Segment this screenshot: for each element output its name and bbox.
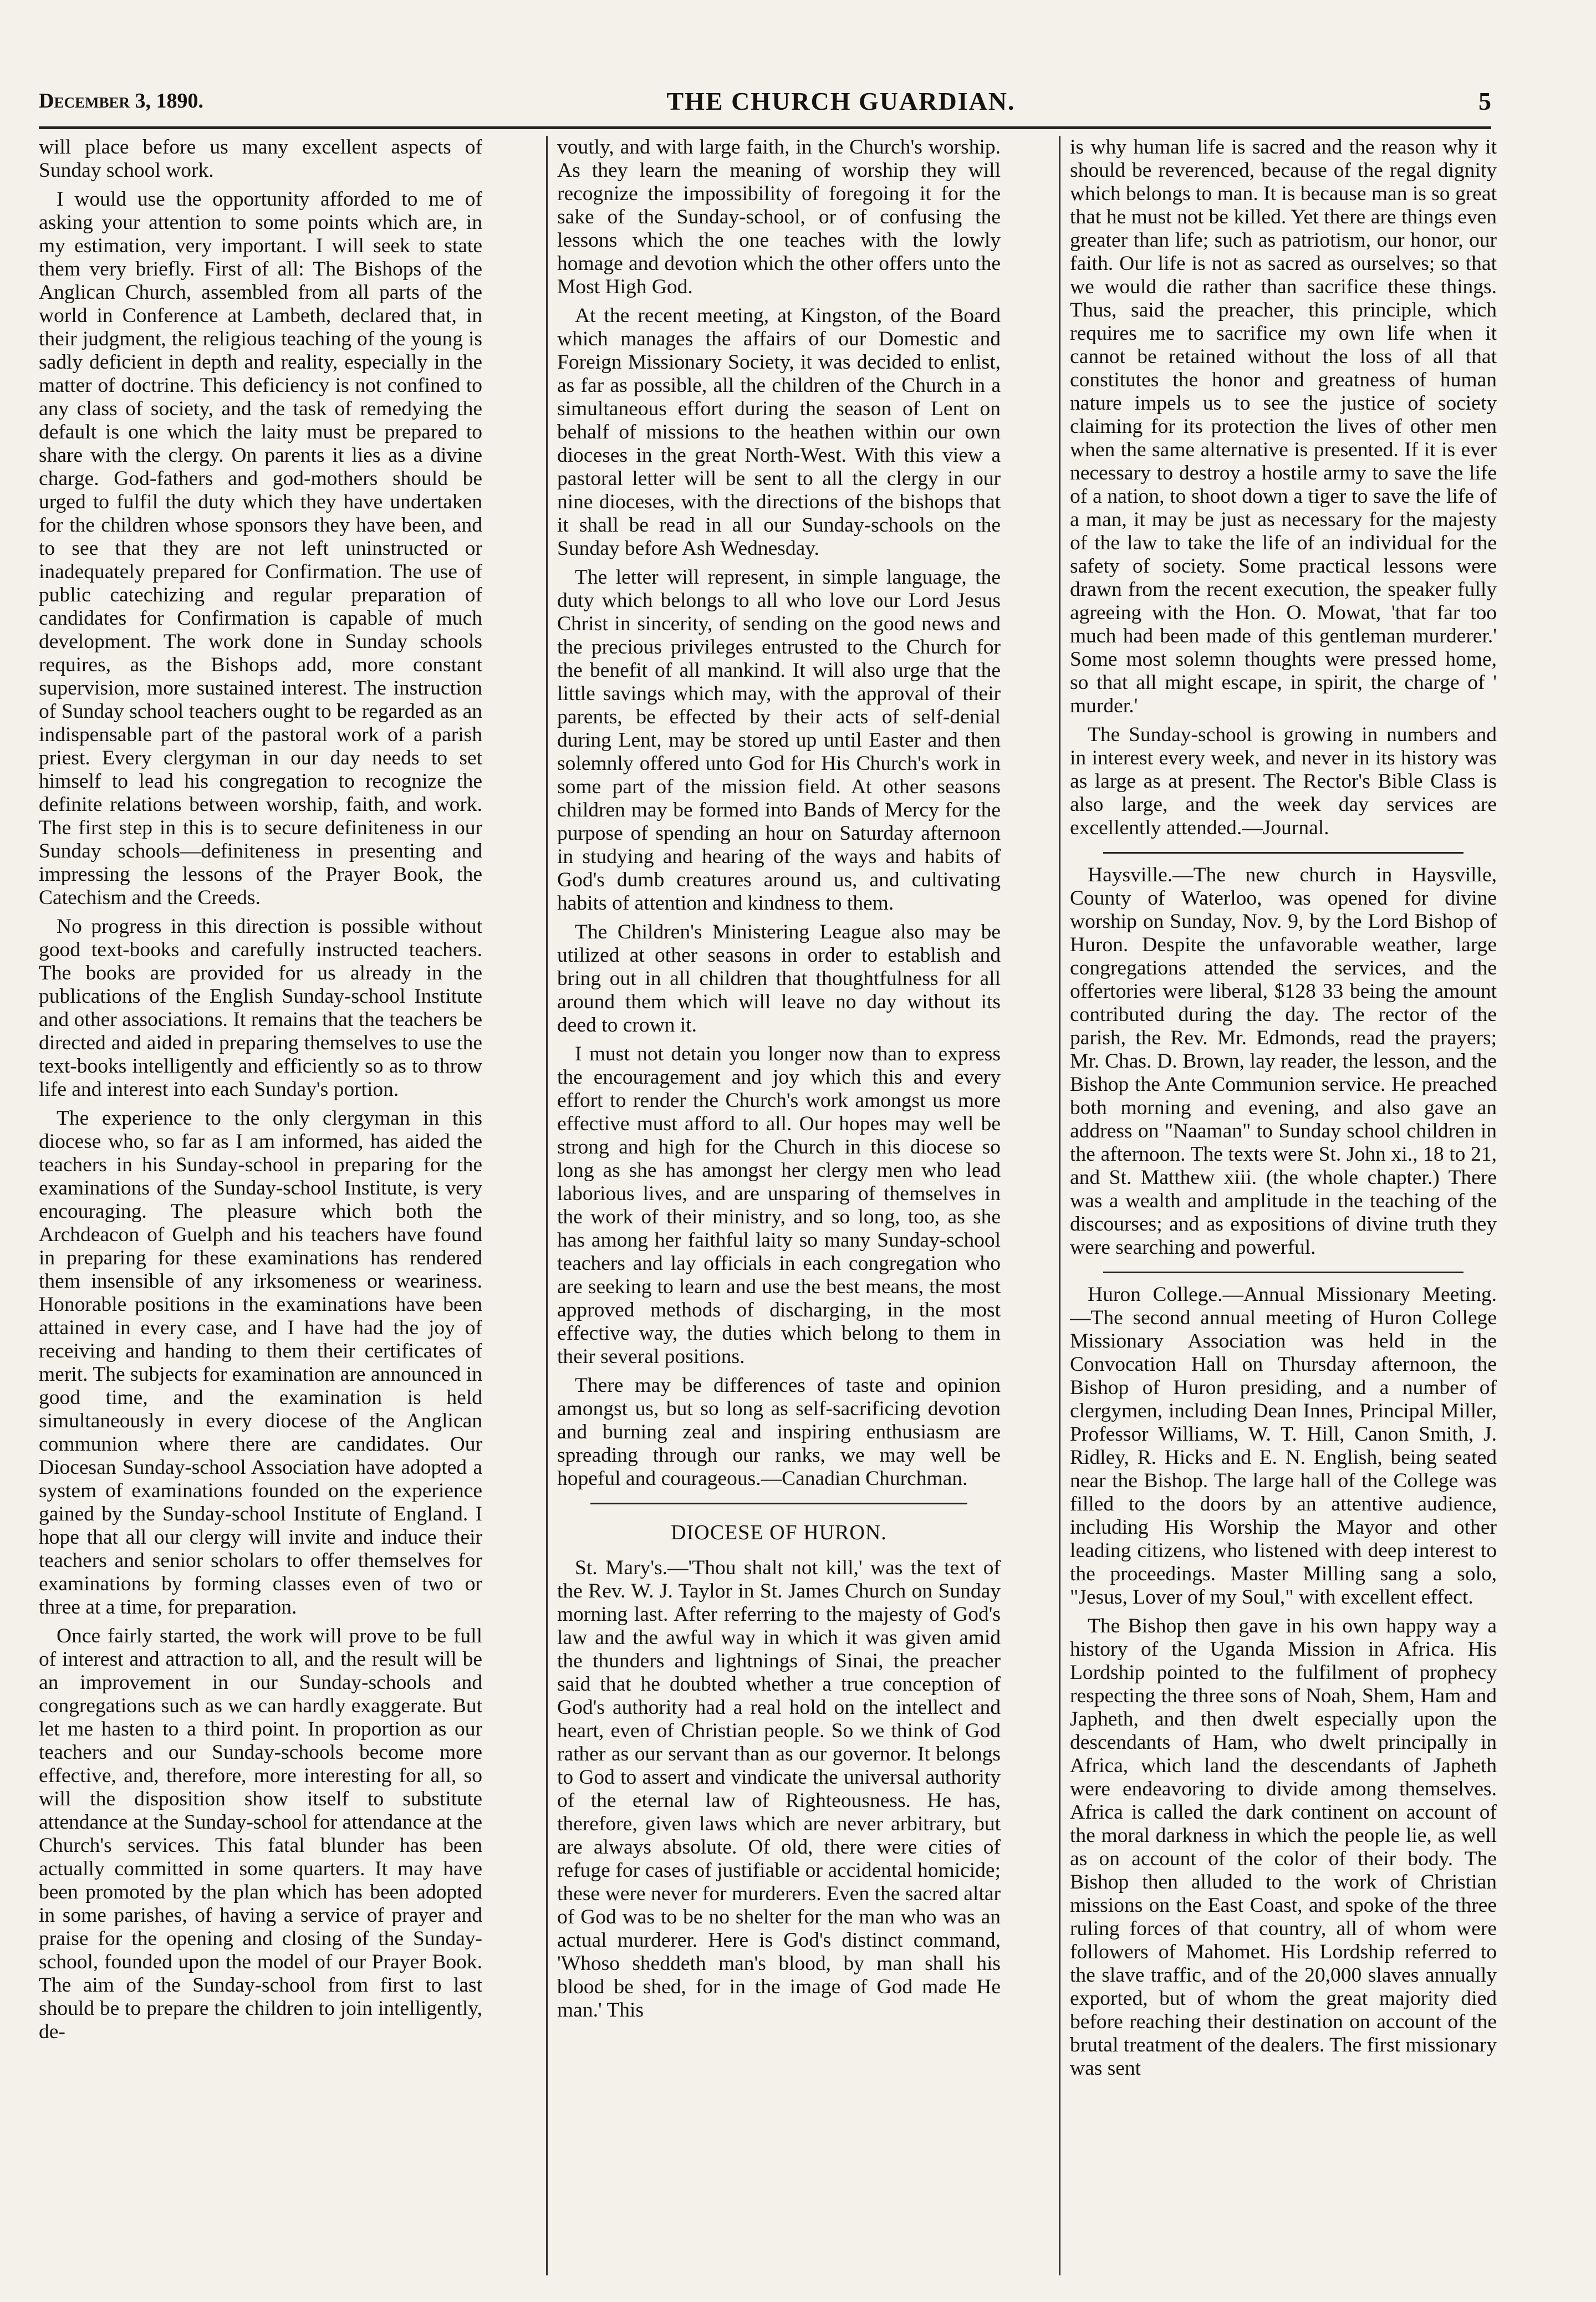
issue-date: December 3, 1890.: [39, 89, 203, 113]
page-number: 5: [1478, 86, 1491, 115]
paragraph: The Children's Ministering League also may be utilized at other seasons in order to establish and bring out in all children that thoughtfulness for all around them which will leave no day without its deed to crown it.: [557, 921, 1001, 1037]
masthead: [39, 83, 1491, 119]
paragraph: The letter will represent, in simple language, the duty which belongs to all who love our Lord Jesus Christ in sincerity, of sending on the good news and the precious privileges entrusted to the Church for the benefit of all mankind. It will also urge that the little savings which may, with the approval of their parents, be effected by their acts of self-denial during Lent, may be stored up until Easter and then solemnly offered unto God for His Church's work in some part of the mission field. At other seasons children may be formed into Bands of Mercy for the purpose of spending an hour on Saturday afternoon in studying and hearing of the ways and habits of God's dumb creatures around us, and cultivating habits of attention and kindness to them.: [557, 566, 1001, 915]
paragraph: voutly, and with large faith, in the Church's worship. As they learn the meaning of worship they will recognize the impossibility of foregoing it for the sake of the Sunday-school, or of confusing the lessons which the one teaches with the lowly homage and devotion which the other offers unto the Most High God.: [557, 136, 1001, 298]
paragraph: The Sunday-school is growing in numbers and in interest every week, and never in its history was as large as at present. The Rector's Bible Class is also large, and the week day services are excellently attended.—Journal.: [1070, 723, 1497, 839]
paragraph: There may be differences of taste and opinion amongst us, but so long as self-sacrificing devotion and burning zeal and inspiring enthusiasm are spreading through our ranks, we may well be hopeful and courageous.—Canadian Churchman.: [557, 1374, 1001, 1490]
paragraph: No progress in this direction is possible without good text-books and carefully instructed teachers. The books are provided for us already in the publications of the English Sunday-school Institute and other associations. It remains that the teachers be directed and aided in preparing themselves to use the text-books intelligently and efficiently so as to throw life and interest into each Sunday's portion.: [39, 915, 482, 1101]
newspaper-title: THE CHURCH GUARDIAN.: [666, 86, 1016, 115]
column-divider: [546, 136, 548, 2275]
header-rule: [39, 126, 1491, 129]
paragraph: The Bishop then gave in his own happy way a history of the Uganda Mission in Africa. His Lordship pointed to the fulfilment of prophecy respecting the three sons of Noah, Shem, Ham and Japheth, and then dwelt especially upon the descendants of Ham, who dwelt principally in Africa, which land the descendants of Japheth were endeavoring to divide among themselves. Africa is called the dark continent on account of the moral darkness in which the people lie, as well as on account of the color of their body. The Bishop then alluded to the work of Christian missions on the East Coast, and spoke of the three ruling forces of that country, all of whom were followers of Mahomet. His Lordship referred to the slave traffic, and of the 20,000 slaves annually exported, but of whom the great majority died before reaching their destination on account of the brutal treatment of the dealers. The first missionary was sent: [1070, 1615, 1497, 2080]
column-divider: [1059, 136, 1060, 2275]
paragraph: Haysville.—The new church in Haysville, County of Waterloo, was opened for divine worship on Sunday, Nov. 9, by the Lord Bishop of Huron. Despite the unfavorable weather, large congregations attended the services, and the offertories were liberal, $128 33 being the amount contributed during the day. The rector of the parish, the Rev. Mr. Edmonds, read the prayers; Mr. Chas. D. Brown, lay reader, the lesson, and the Bishop the Ante Communion service. He preached both morning and evening, and also gave an address on "Naaman" to Sunday school children in the afternoon. The texts were St. John xi., 18 to 21, and St. Matthew xiii. (the whole chapter.) There was a wealth and amplitude in the teaching of the discourses; and as expositions of divine truth they were searching and powerful.: [1070, 864, 1497, 1259]
paragraph: I must not detain you longer now than to express the encouragement and joy which this and every effort to render the Church's work amongst us more effective must afford to all. Our hopes may well be strong and high for the Church in this diocese so long as she has amongst her clergy men who lead laborious lives, and are unsparing of themselves in the work of their ministry, and so long, too, as she has among her faithful laity so many Sunday-school teachers and lay officials in each congregation who are seeking to learn and use the best means, the most approved methods of discharging, in the most effective way, the duties which belong to them in their several positions.: [557, 1043, 1001, 1368]
paragraph: Once fairly started, the work will prove to be full of interest and attraction to all, and the result will be an improvement in our Sunday-schools and congregations such as we can hardly exaggerate. But let me hasten to a third point. In proportion as our teachers and our Sunday-schools become more effective, and, therefore, more interesting for all, so will the disposition show itself to substitute attendance at the Sunday-school for attendance at the Church's services. This fatal blunder has been actually committed in some quarters. It may have been promoted by the plan which has been adopted in some parishes, of having a service of prayer and praise for the opening and closing of the Sunday-school, founded upon the model of our Prayer Book. The aim of the Sunday-school from first to last should be to prepare the children to join intelligently, de-: [39, 1625, 482, 2043]
paragraph: Huron College.—Annual Missionary Meeting.—The second annual meeting of Huron College Missionary Association was held in the Convocation Hall on Thursday afternoon, the Bishop of Huron presiding, and a number of clergymen, including Dean Innes, Principal Miller, Professor Williams, W. T. Hill, Canon Smith, J. Ridley, R. Hicks and E. N. English, being seated near the Bishop. The large hall of the College was filled to the doors by an attentive audience, including His Worship the Mayor and other leading citizens, who listened with deep interest to the proceedings. Master Milling sang a solo, "Jesus, Lover of my Soul," with excellent effect.: [1070, 1283, 1497, 1609]
section-rule: [1103, 852, 1464, 854]
paragraph: will place before us many excellent aspects of Sunday school work.: [39, 136, 482, 182]
paragraph: I would use the opportunity afforded to me of asking your attention to some points which are, in my estimation, very important. I will seek to state them very briefly. First of all: The Bishops of the Anglican Church, assembled from all parts of the world in Conference at Lambeth, declared that, in their judgment, the religious teaching of the young is sadly deficient in depth and reality, especially in the matter of doctrine. This deficiency is not confined to any class of society, and the task of remedying the default is one which the laity must be prepared to share with the clergy. On parents it lies as a divine charge. God-fathers and god-mothers should be urged to fulfil the duty which they have undertaken for the children whose sponsors they have been, and to see that they are not left uninstructed or inadequately prepared for Confirmation. The use of public catechizing and regular preparation of candidates for Confirmation is capable of much development. The work done in Sunday schools requires, as the Bishops add, more constant supervision, more sustained interest. The instruction of Sunday school teachers ought to be regarded as an indispensable part of the pastoral work of a parish priest. Every clergyman in our day needs to set himself to lead his congregation to recognize the definite relations between worship, faith, and work. The first step in this is to secure definiteness in our Sunday schools—definiteness in presenting and impressing the lessons of the Prayer Book, the Catechism and the Creeds.: [39, 188, 482, 909]
paragraph: is why human life is sacred and the reason why it should be reverenced, because of the regal dignity which belongs to man. It is because man is so great that he must not be killed. Yet there are things even greater than life; such as patriotism, our honor, our faith. Our life is not as sacred as ourselves; so that we would die rather than sacrifice these things. Thus, said the preacher, this principle, which requires me to sacrifice my own life when it cannot be retained without the loss of all that constitutes the honor and greatness of human nature impels us to see the justice of society claiming for its protection the lives of other men when the same alternative is presented. If it is ever necessary to destroy a hostile army to save the life of a nation, to shoot down a tiger to save the life of a man, it may be just as necessary for the majesty of the law to take the life of an individual for the safety of society. Some practical lessons were drawn from the recent execution, the speaker fully agreeing with the Hon. O. Mowat, 'that far too much had been made of this gentleman murderer.' Some most solemn thoughts were pressed home, so that all might escape, in spirit, the charge of ' murder.': [1070, 136, 1497, 717]
paragraph: At the recent meeting, at Kingston, of the Board which manages the affairs of our Domestic and Foreign Missionary Society, it was decided to enlist, as far as possible, all the children of the Church in a simultaneous effort during the season of Lent on behalf of missions to the heathen within our own dioceses in the great North-West. With this view a pastoral letter will be sent to all the clergy in our nine dioceses, with the directions of the bishops that it shall be read in all our Sunday-schools on the Sunday before Ash Wednesday.: [557, 304, 1001, 560]
column-2: [557, 136, 1001, 2275]
column-1: [39, 136, 482, 2275]
column-3: [1070, 136, 1497, 2275]
section-heading: DIOCESE OF HURON.: [671, 1521, 887, 1544]
section-rule: [1103, 1272, 1464, 1273]
paragraph: St. Mary's.—'Thou shalt not kill,' was the text of the Rev. W. J. Taylor in St. James Church on Sunday morning last. After referring to the majesty of God's law and the awful way in which it was given amid the thunders and lightnings of Sinai, the preacher said that he doubted whether a true conception of God's authority had a real hold on the intellect and heart, even of Christian people. So we think of God rather as our servant than as our governor. It belongs to God to assert and vindicate the universal authority of the eternal law of Righteousness. He has, therefore, given laws which are never arbitrary, but are always absolute. Of old, there were cities of refuge for cases of justifiable or accidental homicide; these were never for murderers. Even the sacred altar of God was to be no shelter for the man who was an actual murderer. Here is God's distinct command, 'Whoso sheddeth man's blood, by man shall his blood be shed, for in the image of God made He man.' This: [557, 1556, 1001, 2022]
section-rule: [590, 1503, 967, 1504]
paragraph: The experience to the only clergyman in this diocese who, so far as I am informed, has aided the teachers in his Sunday-school in preparing for the examinations of the Sunday-school Institute, is very encouraging. The pleasure which both the Archdeacon of Guelph and his teachers have found in preparing for these examinations has rendered them insensible of any irksomeness or weariness. Honorable positions in the examinations have been attained in every case, and I have had the joy of receiving and handing to them their certificates of merit. The subjects for examination are announced in good time, and the examination is held simultaneously in every diocese of the Anglican communion where there are candidates. Our Diocesan Sunday-school Association have adopted a system of examinations founded on the experience gained by the Sunday-school Institute of England. I hope that all our clergy will invite and induce their teachers and senior scholars to offer themselves for examinations by forming classes even of two or three at a time, for preparation.: [39, 1107, 482, 1619]
